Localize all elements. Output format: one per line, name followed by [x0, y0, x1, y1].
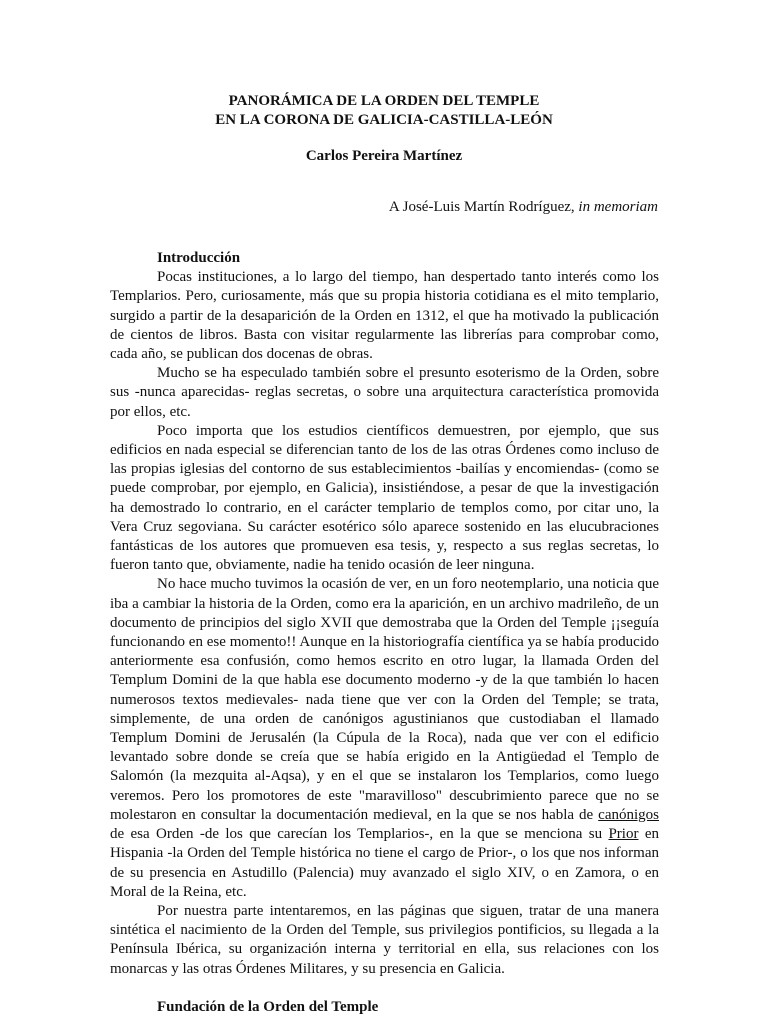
- paragraph-2: Mucho se ha especulado también sobre el presunto esoterismo de la Orden, sobre sus -nunca aparecidas- reglas secretas, o sobre una arquitectura característica promovida por ellos, etc.: [110, 365, 659, 420]
- section-heading-introduccion: Introducción: [157, 250, 241, 266]
- title-block: [0, 92, 768, 130]
- dedication-emphasis: in memoriam: [578, 199, 658, 215]
- underlined-prior: Prior: [608, 826, 639, 843]
- paragraph-1: Pocas instituciones, a lo largo del tiempo, han despertado tanto interés como los Templarios. Pero, curiosamente, más que su propia historia cotidiana es el mito templario, surgido a partir de la desaparición de la Orden en 1312, el que ha motivado la publicación de cientos de libros. Basta con visitar regularmente las librerías para comprobar como, cada año, se publican dos docenas de obras.: [110, 269, 659, 363]
- dedication-text: A José-Luis Martín Rodríguez,: [388, 199, 579, 215]
- document-body: [110, 249, 659, 1017]
- paragraph-5: Por nuestra parte intentaremos, en las páginas que siguen, tratar de una manera sintética el nacimiento de la Orden del Temple, sus privilegios pontificios, su llegada a la Península Ibérica, su organización interna y territorial en ella, sus relaciones con los monarcas y las otras Órdenes Militares, y su presencia en Galicia.: [110, 902, 659, 977]
- title-line-2: EN LA CORONA DE GALICIA-CASTILLA-LEÓN: [215, 112, 553, 128]
- author-name: Carlos Pereira Martínez: [305, 148, 463, 164]
- title-line-1: PANORÁMICA DE LA ORDEN DEL TEMPLE: [228, 93, 540, 109]
- paragraph-4-part-3: en Hispania -la Orden del Temple histórica no tiene el cargo de Prior-, o los que nos informan de su presencia en Astudillo (Palencia) muy avanzado el siglo XIV, o en Zamora, o en Moral de la Reina, etc.: [110, 826, 659, 900]
- paragraph-4-part-2: de esa Orden -de los que carecían los Templarios-, en la que se menciona su: [110, 826, 609, 843]
- dedication: [389, 198, 658, 217]
- section-heading-fundacion: Fundación de la Orden del Temple: [157, 998, 379, 1015]
- underlined-canonigos: canónigos: [598, 806, 659, 823]
- paragraph-3: Poco importa que los estudios científicos demuestren, por ejemplo, que sus edificios en nada especial se diferencian tanto de los de las otras Órdenes como incluso de las propias iglesias del contorno de sus establecimientos -bailías y encomiendas- (como se puede comprobar, por ejemplo, en Galicia), insistiéndose, a pesar de que la investigación ha demostrado lo contrario, en el carácter templario de templos como, por citar uno, la Vera Cruz segoviana. Su carácter esotérico sólo aparece sostenido en las elucubraciones fantásticas de los autores que promueven esa tesis, y, respecto a sus reglas secretas, lo fueron tanto que, obviamente, nadie ha tenido ocasión de leer ninguna.: [110, 422, 659, 574]
- paragraph-4: [110, 575, 659, 901]
- paragraph-4-part-1: No hace mucho tuvimos la ocasión de ver, en un foro neotemplario, una noticia que iba a cambiar la historia de la Orden, como era la aparición, en un archivo madrileño, de un documento de principios del siglo XVII que demostraba que la Orden del Temple ¡¡seguía funcionando en ese momento!! Aunque en la historiografía científica ya se había producido anteriormente esa confusión, como hemos escrito en otro lugar, la llamada Orden del Templum Domini de la que habla ese documento moderno -y de la que también lo hacen numerosos textos medievales- nada tiene que ver con la Orden del Temple; se trata, simplemente, de una orden de canónigos agustinianos que custodiaban el llamado Templum Domini de Jerusalén (la Cúpula de la Roca), nada que ver con el edificio levantado sobre donde se creía que se había erigido en la Antigüedad el Templo de Salomón (la mezquita al-Aqsa), y en el que se instalaron los Templarios, como luego veremos. Pero los promotores de este "maravilloso" descubrimiento parece que no se molestaron en consultar la documentación medieval, en la que se nos habla de: [110, 576, 659, 823]
